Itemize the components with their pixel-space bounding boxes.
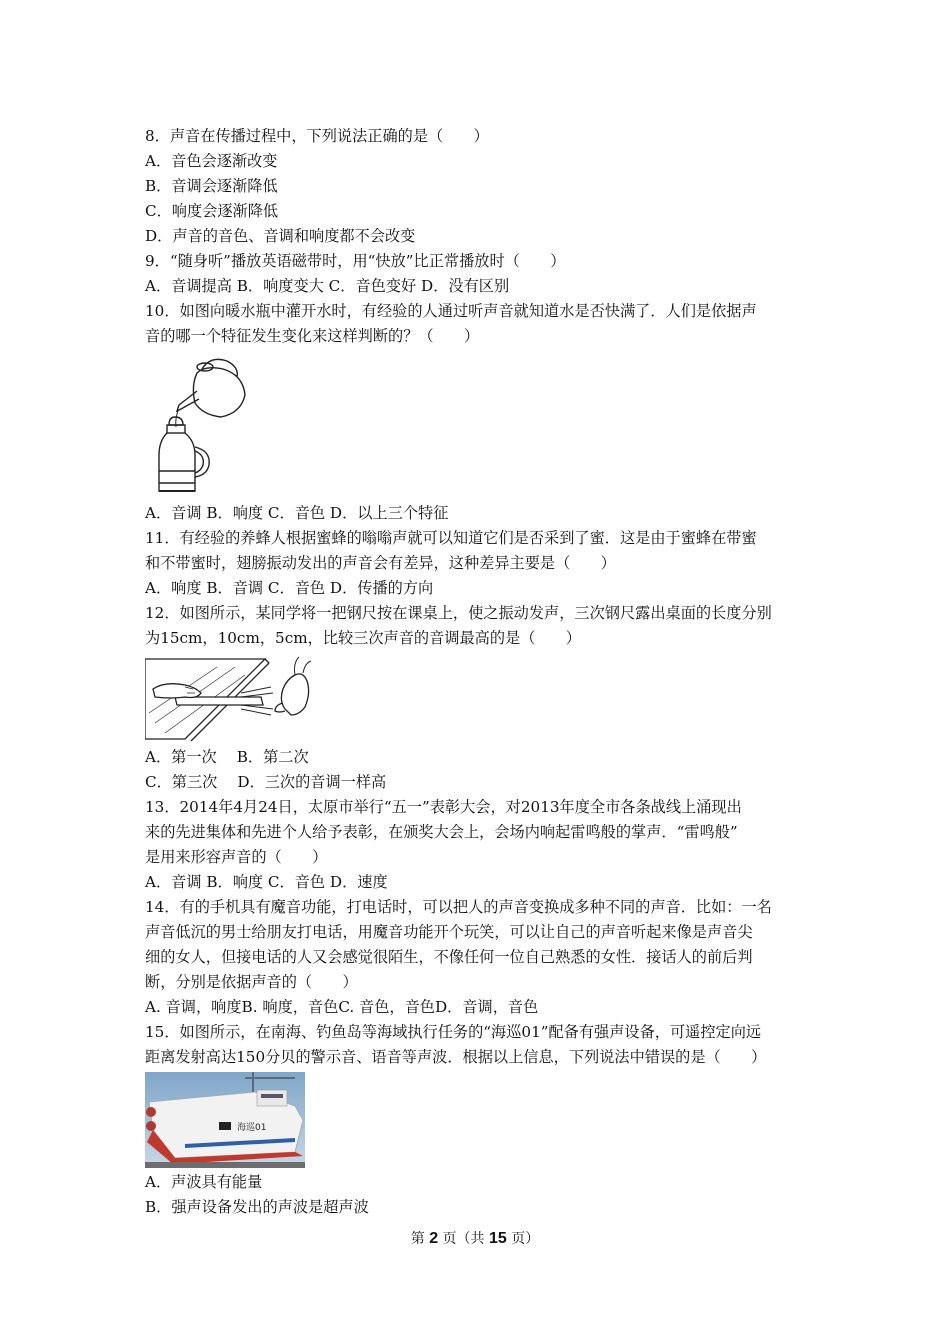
question-9-stem: 9．“随身听”播放英语磁带时，用“快放”比正常播放时（ ） bbox=[145, 252, 566, 270]
footer-prefix: 第 bbox=[410, 1231, 430, 1247]
question-11-stem-line-1: 11．有经验的养蜂人根据蜜蜂的嗡嗡声就可以知道它们是否采到了蜜．这是由于蜜蜂在带蜜 bbox=[145, 529, 757, 547]
footer-middle: 页（共 bbox=[438, 1231, 489, 1247]
question-8-option-d: D．声音的音色、音调和响度都不会改变 bbox=[145, 227, 416, 245]
question-12-stem-line-1: 12．如图所示，某同学将一把钢尺按在课桌上，使之振动发声，三次钢尺露出桌面的长度分别 bbox=[145, 604, 772, 622]
question-14-stem-line-2: 声音低沉的男士给朋友打电话，用魔音功能开个玩笑，可以让自己的声音听起来像是声音尖 bbox=[145, 923, 753, 941]
ship-name-text: 海巡01 bbox=[237, 1123, 267, 1133]
question-15-stem-line-1: 15．如图所示，在南海、钓鱼岛等海域执行任务的“海巡01”配备有强声设备，可遥控定向远 bbox=[145, 1023, 762, 1041]
ship-figure bbox=[145, 1072, 815, 1168]
question-15-stem-line-2: 距离发射高达150分贝的警示音、语音等声波．根据以上信息，下列说法中错误的是（ ） bbox=[145, 1048, 767, 1066]
question-10-stem-line-2: 音的哪一个特征发生变化来这样判断的？（ ） bbox=[145, 327, 480, 345]
ruler-on-desk-drawing bbox=[145, 653, 325, 743]
ruler-figure bbox=[145, 653, 815, 743]
question-9-options: A．音调提高 B．响度变大 C．音色变好 D．没有区别 bbox=[145, 277, 510, 295]
question-8-option-b: B．音调会逐渐降低 bbox=[145, 177, 278, 195]
question-13-stem-line-3: 是用来形容声音的（ ） bbox=[145, 848, 328, 866]
question-15-option-a: A．声波具有能量 bbox=[145, 1173, 263, 1191]
footer-suffix: 页） bbox=[506, 1231, 540, 1247]
question-11-options: A．响度 B．音调 C．音色 D．传播的方向 bbox=[145, 579, 434, 597]
question-14-stem-line-3: 细的女人，但接电话的人又会感觉很陌生，不像任何一位自己熟悉的女性．接话人的前后判 bbox=[145, 948, 753, 966]
question-13-options: A．音调 B．响度 C．音色 D．速度 bbox=[145, 873, 388, 891]
question-8-stem: 8．声音在传播过程中，下列说法正确的是（ ） bbox=[145, 127, 489, 145]
kettle-pouring-into-thermos-drawing bbox=[145, 351, 255, 499]
question-12-options-line-1: A．第一次 B．第二次 bbox=[145, 748, 309, 766]
question-10-stem-line-1: 10．如图向暖水瓶中灌开水时，有经验的人通过听声音就知道水是否快满了．人们是依据声 bbox=[145, 302, 757, 320]
page-footer bbox=[0, 1228, 950, 1250]
exam-page bbox=[145, 124, 815, 1220]
footer-page-number: 2 bbox=[429, 1230, 439, 1247]
question-12-options-line-2: C．第三次 D．三次的音调一样高 bbox=[145, 773, 387, 791]
question-8-option-a: A．音色会逐渐改变 bbox=[145, 152, 278, 170]
patrol-ship-photo bbox=[145, 1072, 305, 1168]
question-12-stem-line-2: 为15cm，10cm，5cm，比较三次声音的音调最高的是（ ） bbox=[145, 629, 581, 647]
question-8-option-c: C．响度会逐渐降低 bbox=[145, 202, 279, 220]
question-13-stem-line-2: 来的先进集体和先进个人给予表彰，在颁奖大会上，会场内响起雷鸣般的掌声．“雷鸣般” bbox=[145, 823, 738, 841]
thermos-figure bbox=[145, 351, 815, 499]
question-14-options: A. 音调，响度B. 响度，音色C. 音色，音色D．音调，音色 bbox=[145, 998, 539, 1016]
question-14-stem-line-4: 断，分别是依据声音的（ ） bbox=[145, 973, 358, 991]
question-10-options: A．音调 B．响度 C．音色 D．以上三个特征 bbox=[145, 504, 449, 522]
question-11-stem-line-2: 和不带蜜时，翅膀振动发出的声音会有差异，这种差异主要是（ ） bbox=[145, 554, 616, 572]
question-15-option-b: B．强声设备发出的声波是超声波 bbox=[145, 1198, 369, 1216]
footer-total-pages: 15 bbox=[489, 1230, 507, 1247]
question-14-stem-line-1: 14．有的手机具有魔音功能，打电话时，可以把人的声音变换成多种不同的声音．比如：一名 bbox=[145, 898, 772, 916]
question-13-stem-line-1: 13．2014年4月24日，太原市举行“五一”表彰大会，对2013年度全市各条战线上涌现出 bbox=[145, 798, 742, 816]
